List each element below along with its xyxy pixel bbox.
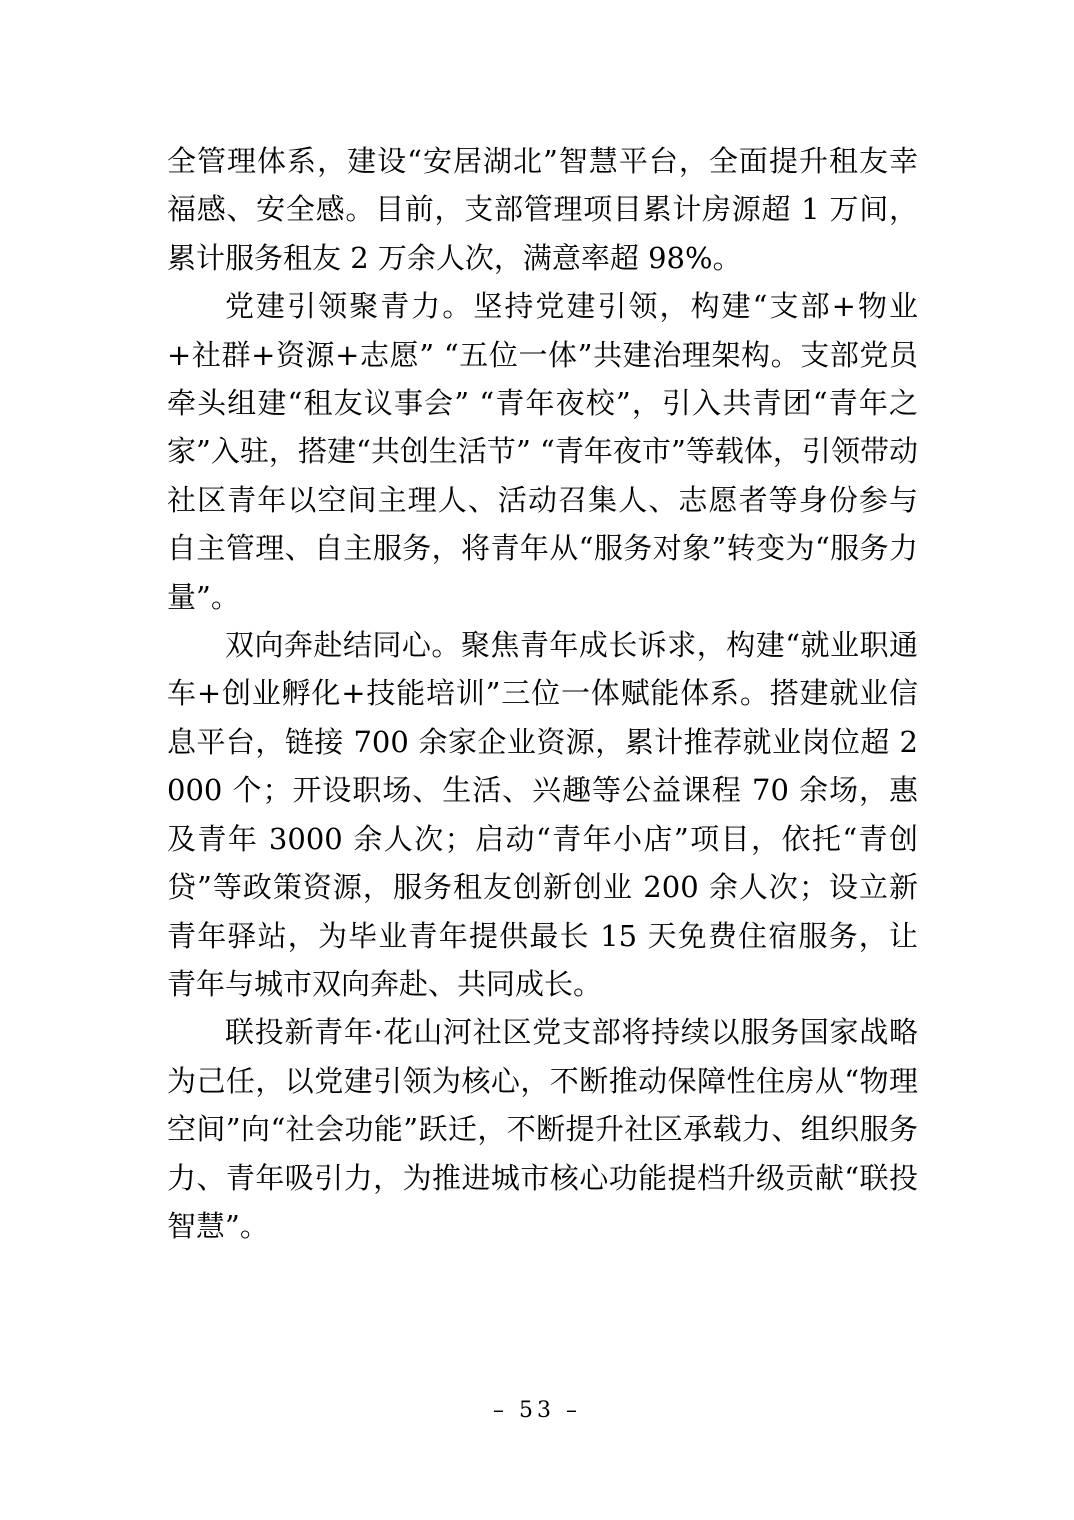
paragraph: 全管理体系，建设“安居湖北”智慧平台，全面提升租友幸福感、安全感。目前，支部管理项目累计房源超 1 万间，累计服务租友 2 万余人次，满意率超 98%。 [167, 144, 918, 275]
page-number: – 53 – [493, 1398, 581, 1423]
page-body [167, 137, 918, 1250]
paragraph: 双向奔赴结同心。聚焦青年成长诉求，构建“就业职通车+创业孵化+技能培训”三位一体赋能体系。搭建就业信息平台，链接 700 余家企业资源，累计推荐就业岗位超 2000 个；开设职场、生活、兴趣等公益课程 70 余场，惠及青年 3000 余人次；启动“青年小店”项目，依托“青创贷”等政策资源，服务租友创新创业 200 余人次；设立新青年驿站，为毕业青年提供最长 15 天免费住宿服务，让青年与城市双向奔赴、共同成长。 [167, 628, 918, 1001]
paragraph: 联投新青年·花山河社区党支部将持续以服务国家战略为己任，以党建引领为核心，不断推动保障性住房从“物理空间”向“社会功能”跃迁，不断提升社区承载力、组织服务力、青年吸引力，为推进城市核心功能提档升级贡献“联投智慧”。 [167, 1015, 918, 1243]
paragraph: 党建引领聚青力。坚持党建引领，构建“支部+物业+社群+资源+志愿” “五位一体”共建治理架构。支部党员牵头组建“租友议事会” “青年夜校”，引入共青团“青年之家”入驻，搭建“共创生活节” “青年夜市”等载体，引领带动社区青年以空间主理人、活动召集人、志愿者等身份参与自主管理、自主服务，将青年从“服务对象”转变为“服务力量”。 [167, 289, 918, 614]
page-footer [0, 1398, 1074, 1423]
